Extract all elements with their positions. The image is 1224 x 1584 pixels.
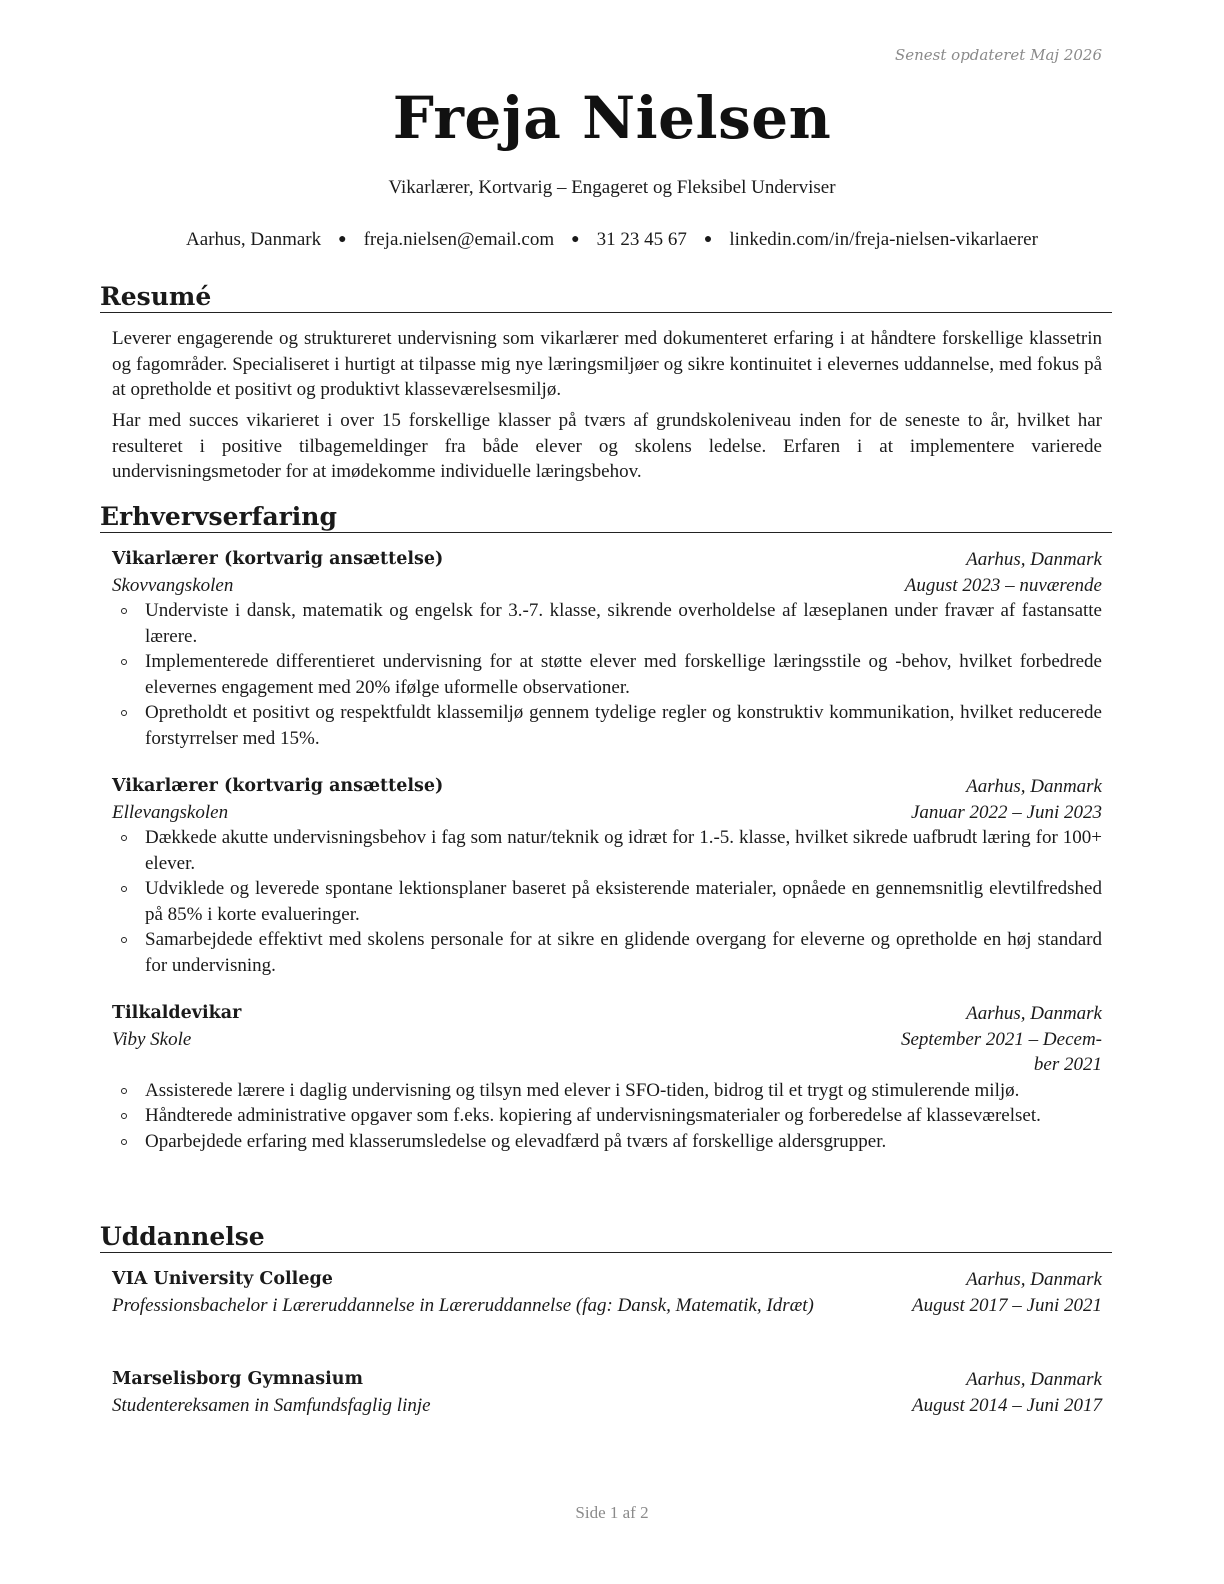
- section-title-experience: Erhvervserfaring: [100, 501, 1112, 533]
- job-dates: Januar 2022 – Juni 2023: [910, 801, 1102, 823]
- education-dates: August 2014 – Juni 2017: [912, 1394, 1102, 1416]
- page-number: Side 1 af 2: [575, 1503, 649, 1522]
- school-name: Marselisborg Gymnasium: [112, 1369, 363, 1389]
- bullet-circle-icon: [121, 608, 127, 614]
- education-entry: [112, 1267, 1102, 1318]
- contact-email[interactable]: freja.nielsen@email.com: [363, 229, 555, 250]
- list-item: Samarbejdede effektivt med skolens personale for at sikre en glidende overgang for eleverne og opretholde en høj standard for undervisning.: [112, 927, 1102, 978]
- bullet-circle-icon: [121, 835, 127, 841]
- job-bullets: [112, 1078, 1102, 1155]
- section-title-education: Uddannelse: [100, 1221, 1112, 1253]
- bullet-circle-icon: [121, 886, 127, 892]
- education-dates: August 2017 – Juni 2021: [912, 1294, 1102, 1316]
- list-item: Opretholdt et positivt og respektfuldt klassemiljø gennem tydelige regler og konstruktiv kommunikation, hvilket reducerede forstyrrelser med 15%.: [112, 700, 1102, 751]
- last-updated: Senest opdateret Maj 2026: [894, 46, 1102, 64]
- job-bullets: [112, 825, 1102, 978]
- job-employer: Skovvangskolen: [112, 574, 234, 596]
- contact-linkedin[interactable]: linkedin.com/in/freja-nielsen-vikarlaerer: [729, 229, 1038, 250]
- bullet-circle-icon: [121, 659, 127, 665]
- list-item: Implementerede differentieret undervisning for at støtte elever med forskellige læringsstile og -behov, hvilket forbedrede elevernes engagement med 20% ifølge uformelle observationer.: [112, 649, 1102, 700]
- school-name: VIA University College: [112, 1269, 333, 1289]
- job-bullets: [112, 598, 1102, 751]
- job-entry: [112, 1001, 1102, 1154]
- list-item: Udviklede og leverede spontane lektionsplaner baseret på eksisterende materialer, opnåede en gennemsnitlig elevtilfredshed på 85% i korte evalueringer.: [112, 876, 1102, 927]
- list-item: Oparbejdede erfaring med klasserumsledelse og elevadfærd på tværs af forskellige aldersgrupper.: [112, 1129, 1102, 1155]
- list-item: Håndterede administrative opgaver som f.eks. kopiering af undervisningsmaterialer og forberedelse af klasseværelset.: [112, 1103, 1102, 1129]
- candidate-name: Freja Nielsen: [392, 84, 832, 152]
- job-location: Aarhus, Danmark: [966, 776, 1102, 797]
- job-dates: August 2023 – nuværende: [904, 574, 1102, 596]
- job-entry: [112, 547, 1102, 751]
- job-entry: [112, 774, 1102, 978]
- job-employer: Viby Skole: [112, 1028, 192, 1050]
- bullet-circle-icon: [121, 710, 127, 716]
- section-title-summary: Resumé: [100, 281, 1112, 313]
- job-location: Aarhus, Danmark: [966, 1003, 1102, 1024]
- bullet-circle-icon: [121, 937, 127, 943]
- contact-line: [0, 229, 1224, 251]
- summary-paragraph-2: Har med succes vikarieret i over 15 forskellige klasser på tværs af grundskoleniveau inden for de seneste to år, hvilket har resulteret i positive tilbagemeldinger fra både elever og skolens ledelse. Erfaren i at implementere varierede undervisningsmetoder for at imødekomme individuelle læringsbehov.: [112, 410, 1102, 482]
- separator-dot: ●: [703, 232, 713, 247]
- list-item: Assisterede lærere i daglig undervisning og tilsyn med elever i SFO-tiden, bidrog til et trygt og stimulerende miljø.: [112, 1078, 1102, 1104]
- job-dates-continued: ber 2021: [1033, 1054, 1102, 1075]
- separator-dot: ●: [338, 232, 347, 247]
- list-item: Dækkede akutte undervisningsbehov i fag som natur/teknik og idræt for 1.-5. klasse, hvilket sikrede uafbrudt læring for 100+ elever.: [112, 825, 1102, 876]
- degree: Studentereksamen in Samfundsfaglig linje: [112, 1394, 431, 1416]
- summary-paragraph-1: Leverer engagerende og struktureret undervisning som vikarlærer med dokumenteret erfaring i at håndtere forskellige klassetrin og fagområder. Specialiseret i hurtigt at tilpasse mig nye læringsmiljøer og sikre kontinuitet i elevernes uddannelse, med fokus på at opretholde et positivt og produktivt klasseværelsesmiljø.: [112, 328, 1102, 400]
- contact-location: Aarhus, Danmark: [186, 229, 322, 250]
- job-employer: Ellevangskolen: [112, 801, 229, 823]
- job-role: Tilkaldevikar: [112, 1003, 242, 1023]
- job-location: Aarhus, Danmark: [966, 549, 1102, 570]
- job-role: Vikarlærer (kortvarig ansættelse): [112, 549, 444, 569]
- list-item: Underviste i dansk, matematik og engelsk for 3.-7. klasse, sikrende overholdelse af læseplanen under fravær af fastansatte lærere.: [112, 598, 1102, 649]
- headline: Vikarlærer, Kortvarig – Engageret og Fleksibel Underviser: [388, 177, 836, 198]
- school-location: Aarhus, Danmark: [966, 1369, 1102, 1390]
- job-role: Vikarlærer (kortvarig ansættelse): [112, 776, 444, 796]
- bullet-circle-icon: [121, 1113, 127, 1119]
- bullet-circle-icon: [121, 1088, 127, 1094]
- separator-dot: ●: [571, 232, 580, 247]
- bullet-circle-icon: [121, 1139, 127, 1145]
- school-location: Aarhus, Danmark: [966, 1269, 1102, 1290]
- education-entry: [112, 1367, 1102, 1418]
- job-dates: September 2021 – Decem-: [900, 1028, 1102, 1050]
- contact-phone: 31 23 45 67: [596, 229, 687, 250]
- degree: Professionsbachelor i Læreruddannelse in Læreruddannelse (fag: Dansk, Matematik, Idræt): [112, 1294, 814, 1316]
